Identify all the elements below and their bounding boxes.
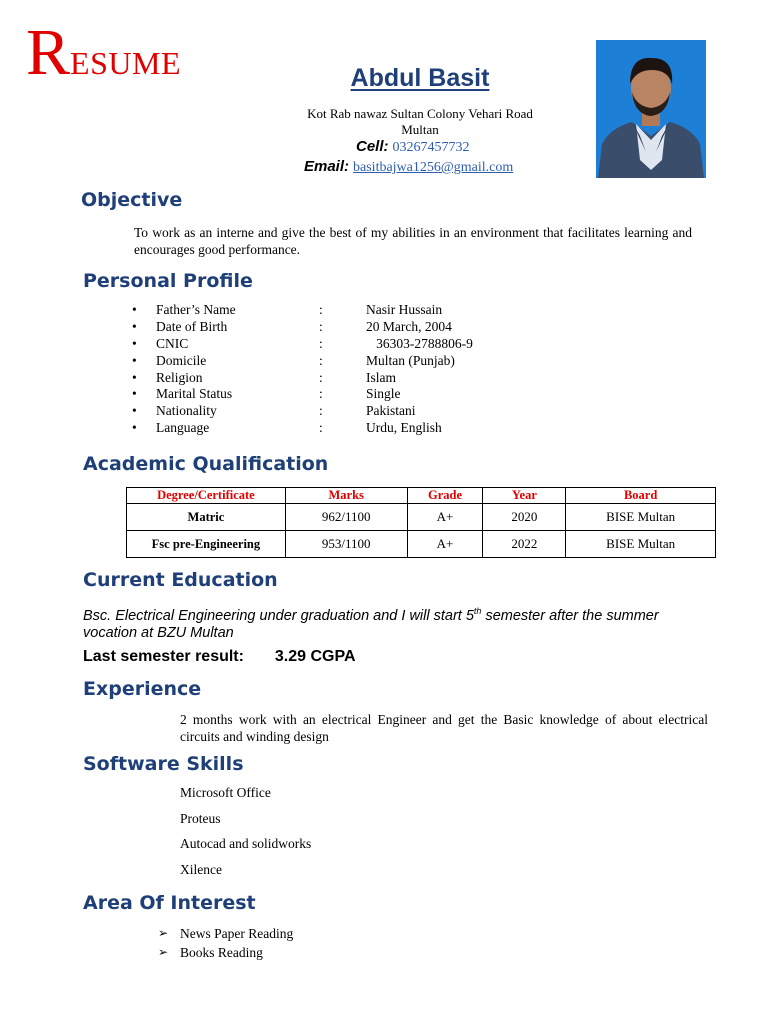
table-cell: 962/1100 <box>285 504 407 531</box>
profile-value: Pakistani <box>366 403 416 419</box>
last-semester-result <box>83 648 356 666</box>
table-cell: 953/1100 <box>285 531 407 558</box>
bullet: • <box>132 318 137 334</box>
bullet: • <box>132 369 137 385</box>
profile-value: Nasir Hussain <box>366 302 443 317</box>
resume-title-rest: ESUME <box>70 45 181 81</box>
arrow-bullet-icon: ➢ <box>158 945 169 959</box>
interest-label: News Paper Reading <box>180 926 294 941</box>
profile-separator: : <box>319 420 323 436</box>
table-cell: A+ <box>407 531 483 558</box>
email-line <box>304 158 564 176</box>
profile-separator: : <box>319 403 323 419</box>
table-cell: 2020 <box>483 504 566 531</box>
table-header-row <box>127 488 716 504</box>
profile-separator: : <box>319 352 323 368</box>
bullet: • <box>132 335 137 351</box>
academic-table <box>126 487 716 558</box>
personal-profile-list <box>132 302 552 437</box>
profile-label: Date of Birth <box>156 318 228 334</box>
interest-item <box>158 924 293 943</box>
profile-item <box>132 319 552 336</box>
bullet: • <box>132 302 137 317</box>
result-label: Last semester result: <box>83 648 244 665</box>
address-line-2: Multan <box>401 122 439 137</box>
interest-item <box>158 943 293 962</box>
profile-separator: : <box>319 335 323 351</box>
address-line-1: Kot Rab nawaz Sultan Colony Vehari Road <box>307 106 533 121</box>
software-skill-item: Autocad and solidworks <box>180 836 312 851</box>
profile-item <box>132 336 552 353</box>
profile-value: Islam <box>366 369 396 385</box>
result-value: 3.29 CGPA <box>274 648 356 665</box>
table-row <box>127 531 716 558</box>
profile-photo <box>596 40 706 178</box>
table-cell: Fsc pre-Engineering <box>127 531 286 558</box>
education-text-start: Bsc. Electrical Engineering under graduation and I will start 5 <box>83 607 474 624</box>
profile-label: Language <box>156 420 210 436</box>
profile-value: Urdu, English <box>366 420 442 436</box>
resume-title <box>26 16 181 89</box>
table-cell: Matric <box>127 504 286 531</box>
personal-profile-heading: Personal Profile <box>83 270 253 292</box>
profile-label: Domicile <box>156 352 207 368</box>
email-link[interactable]: basitbajwa1256@gmail.com <box>353 160 514 175</box>
table-cell: BISE Multan <box>566 504 716 531</box>
profile-item <box>132 370 552 387</box>
profile-label: Nationality <box>156 403 217 419</box>
software-skill-item: Microsoft Office <box>180 785 271 800</box>
current-education-text <box>83 603 713 642</box>
bullet: • <box>132 403 137 419</box>
bullet: • <box>132 420 137 436</box>
software-skill-item: Proteus <box>180 811 221 826</box>
profile-separator: : <box>319 369 323 385</box>
profile-value: Multan (Punjab) <box>366 352 455 368</box>
table-cell: BISE Multan <box>566 531 716 558</box>
software-skill-item: Xilence <box>180 862 222 877</box>
profile-value: 36303-2788806-9 <box>366 335 473 351</box>
profile-separator: : <box>319 318 323 334</box>
cell-number-link[interactable]: 03267457732 <box>392 140 470 155</box>
candidate-name: Abdul Basit <box>350 64 490 92</box>
bullet: • <box>132 352 137 368</box>
bullet: • <box>132 386 137 402</box>
address <box>270 106 570 138</box>
profile-label: Father’s Name <box>156 302 236 317</box>
profile-value: Single <box>366 386 401 402</box>
software-skills-heading: Software Skills <box>83 753 244 775</box>
cell-line <box>356 138 616 156</box>
area-of-interest-heading: Area Of Interest <box>83 892 256 914</box>
objective-heading: Objective <box>81 189 183 211</box>
experience-heading: Experience <box>83 678 202 700</box>
interest-label: Books Reading <box>180 945 263 960</box>
profile-item <box>132 353 552 370</box>
column-header: Marks <box>285 488 407 504</box>
resume-title-initial: R <box>26 16 71 89</box>
academic-heading: Academic Qualification <box>83 453 329 475</box>
profile-label: CNIC <box>156 335 189 351</box>
arrow-bullet-icon: ➢ <box>158 926 169 940</box>
column-header: Grade <box>407 488 483 504</box>
table-cell: A+ <box>407 504 483 531</box>
table-row <box>127 504 716 531</box>
education-text-end: semester after the summer vocation at BZU Multan <box>83 607 659 641</box>
person-portrait-icon <box>596 40 706 178</box>
interest-list <box>158 924 293 962</box>
column-header: Year <box>483 488 566 504</box>
profile-item <box>132 386 552 403</box>
profile-label: Marital Status <box>156 386 233 402</box>
profile-item <box>132 302 552 319</box>
experience-text: 2 months work with an electrical Engineer and get the Basic knowledge of about electrical circuits and winding design <box>180 712 708 744</box>
objective-text: To work as an interne and give the best of my abilities in an environment that facilitates learning and encourages good performance. <box>134 225 692 257</box>
profile-separator: : <box>319 302 323 317</box>
column-header: Degree/Certificate <box>127 488 286 504</box>
cell-label: Cell: <box>356 138 389 155</box>
profile-item <box>132 403 552 420</box>
profile-item <box>132 420 552 437</box>
profile-label: Religion <box>156 369 203 385</box>
profile-separator: : <box>319 386 323 402</box>
column-header: Board <box>566 488 716 504</box>
current-education-heading: Current Education <box>83 569 278 591</box>
profile-value: 20 March, 2004 <box>366 318 452 334</box>
ordinal-suffix: th <box>473 606 482 616</box>
email-label: Email: <box>304 158 350 175</box>
table-cell: 2022 <box>483 531 566 558</box>
